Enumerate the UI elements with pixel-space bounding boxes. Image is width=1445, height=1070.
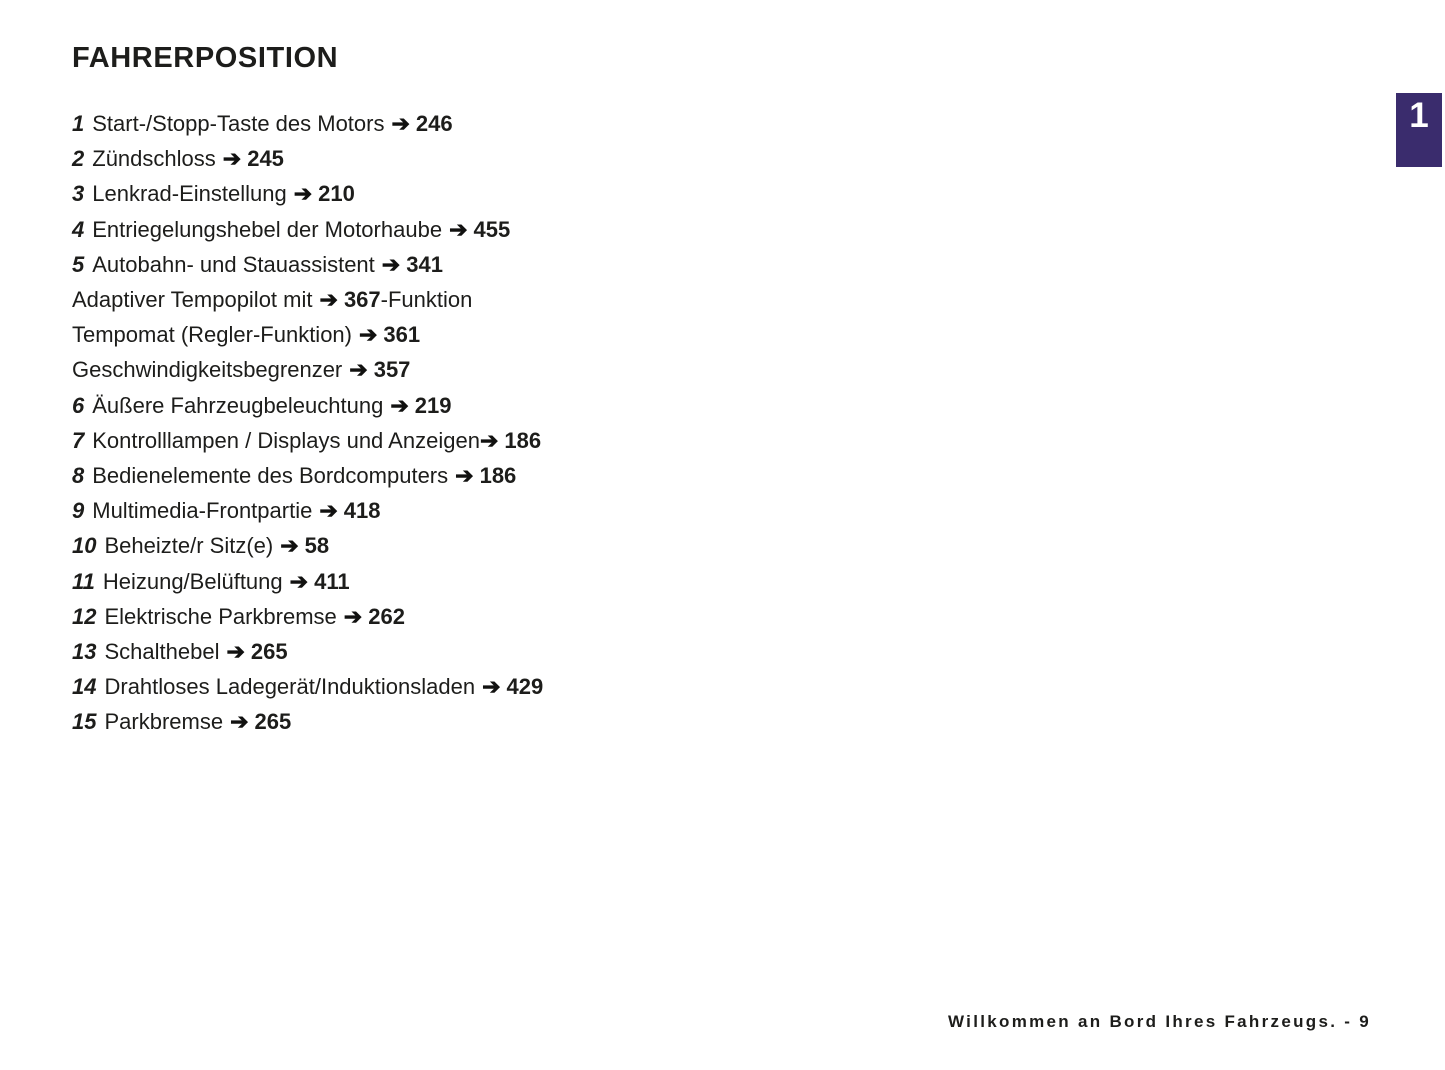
item-number: 4 (72, 216, 85, 242)
item-number: 1 (72, 111, 85, 136)
item-number: 9 (72, 498, 85, 524)
item-text: Beheizte/r Sitz(e) (104, 533, 274, 559)
page-ref-number: 245 (247, 146, 284, 172)
item-text: Adaptiver Tempopilot mit (72, 287, 313, 313)
item-text: Kontrolllampen / Displays und Anzeigen (92, 427, 480, 453)
item-text: Zündschloss (92, 146, 216, 172)
item-number: 13 (72, 639, 97, 665)
list-item (72, 176, 543, 211)
page-ref-number: 455 (473, 216, 511, 242)
list-item (72, 141, 543, 176)
item-suffix: -Funktion (380, 287, 473, 313)
page-ref-arrow-icon: ➔ (358, 322, 378, 348)
page-ref-number: 186 (504, 427, 542, 453)
list-item (72, 564, 543, 599)
page-ref-arrow-icon: ➔ (280, 533, 299, 559)
page-ref-number: 186 (479, 463, 517, 489)
page-ref-arrow-icon: ➔ (222, 146, 242, 172)
list-item (72, 282, 543, 317)
list-item (72, 704, 543, 739)
page-ref-number: 411 (314, 568, 350, 594)
item-number: 5 (72, 251, 85, 277)
item-text: Autobahn- und Stauassistent (92, 251, 375, 277)
page-ref-number: 219 (414, 392, 452, 418)
item-text: Tempomat (Regler-Funktion) (72, 322, 352, 348)
item-number: 15 (72, 709, 97, 735)
page-ref-arrow-icon: ➔ (319, 498, 338, 524)
page-ref-arrow-icon: ➔ (449, 216, 468, 242)
list-item (72, 352, 543, 387)
page-ref-number: 265 (250, 639, 288, 665)
item-text: Heizung/Belüftung (102, 568, 283, 594)
item-number: 12 (72, 603, 97, 629)
list-item (72, 528, 543, 563)
page-ref-number: 367 (343, 287, 381, 313)
item-text: Schalthebel (104, 639, 220, 665)
list-item (72, 388, 543, 423)
list-item (72, 599, 543, 634)
page-ref-arrow-icon: ➔ (349, 357, 368, 383)
page-ref-arrow-icon: ➔ (479, 427, 499, 453)
page-ref-arrow-icon: ➔ (390, 392, 409, 418)
list-item (72, 212, 543, 247)
page-ref-number: 262 (368, 603, 405, 629)
list-item (72, 669, 543, 704)
page-ref-arrow-icon: ➔ (343, 603, 363, 629)
item-number: 6 (72, 392, 85, 418)
item-text: Bedienelemente des Bordcomputers (92, 463, 449, 489)
page-ref-arrow-icon: ➔ (289, 568, 309, 594)
page-ref-number: 357 (373, 357, 411, 383)
page-ref-number: 429 (506, 674, 544, 700)
page-ref-number: 246 (415, 111, 453, 136)
item-number: 11 (72, 568, 95, 594)
page-ref-number: 341 (406, 251, 443, 277)
items-list (72, 106, 543, 740)
item-number: 3 (72, 181, 85, 207)
item-text: Multimedia-Frontpartie (92, 498, 313, 524)
item-number: 8 (72, 463, 85, 489)
page-ref-number: 361 (383, 322, 421, 348)
page-ref-number: 210 (318, 181, 355, 207)
page-ref-number: 265 (254, 709, 292, 735)
item-number: 2 (72, 146, 85, 172)
item-text: Elektrische Parkbremse (104, 603, 337, 629)
item-number: 10 (72, 533, 97, 559)
page-ref-arrow-icon: ➔ (381, 251, 401, 277)
list-item (72, 106, 543, 141)
item-text: Entriegelungshebel der Motorhaube (92, 216, 443, 242)
list-item (72, 423, 543, 458)
page-ref-arrow-icon: ➔ (391, 111, 410, 136)
page-ref-arrow-icon: ➔ (482, 674, 501, 700)
page-ref-number: 58 (304, 533, 330, 559)
page-ref-arrow-icon: ➔ (230, 709, 249, 735)
item-text: Geschwindigkeitsbegrenzer (72, 357, 343, 383)
page-ref-number: 418 (343, 498, 381, 524)
page-title: FAHRERPOSITION (72, 42, 339, 74)
list-item (72, 493, 543, 528)
list-item (72, 458, 543, 493)
list-item (72, 247, 543, 282)
page-ref-arrow-icon: ➔ (319, 287, 338, 313)
item-number: 14 (72, 674, 97, 700)
page-ref-arrow-icon: ➔ (226, 639, 245, 665)
page-ref-arrow-icon: ➔ (293, 181, 313, 207)
item-text: Start-/Stopp-Taste des Motors (92, 111, 385, 136)
chapter-tab (1396, 93, 1442, 167)
list-item (72, 317, 543, 352)
list-item (72, 634, 543, 669)
item-number: 7 (72, 427, 85, 453)
chapter-tab-number: 1 (1409, 96, 1429, 135)
item-text: Lenkrad-Einstellung (92, 181, 287, 207)
item-text: Drahtloses Ladegerät/Induktionsladen (104, 674, 476, 700)
page-ref-arrow-icon: ➔ (455, 463, 474, 489)
page-footer: Willkommen an Bord Ihres Fahrzeugs. - 9 (947, 1012, 1371, 1031)
item-text: Parkbremse (104, 709, 224, 735)
item-text: Äußere Fahrzeugbeleuchtung (92, 392, 384, 418)
